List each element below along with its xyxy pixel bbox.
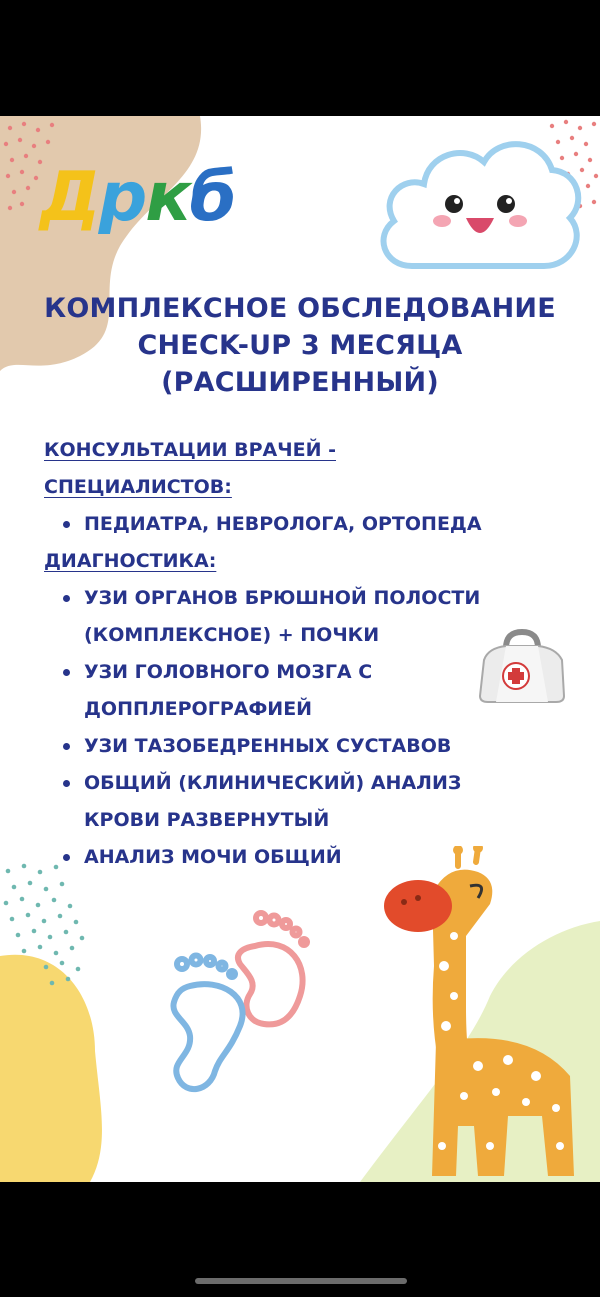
section-heading-diagnostics — [44, 543, 574, 580]
section-heading-consultations — [44, 432, 574, 506]
diagnostics-list — [44, 580, 574, 876]
list-item: ОБЩИЙ (КЛИНИЧЕСКИЙ) АНАЛИЗ КРОВИ РАЗВЕРНУТЫЙ — [84, 765, 574, 839]
list-item: УЗИ ГОЛОВНОГО МОЗГА С ДОППЛЕРОГРАФИЕЙ — [84, 654, 574, 728]
logo-letter-3: к — [145, 158, 190, 237]
heading-line: ДИАГНОСТИКА: — [44, 550, 217, 572]
home-indicator[interactable] — [195, 1278, 407, 1284]
consultations-list — [44, 506, 574, 543]
logo-letter-4: б — [189, 158, 235, 237]
footprints-icon — [160, 906, 320, 1106]
poster — [0, 116, 600, 1182]
list-item: ПЕДИАТРА, НЕВРОЛОГА, ОРТОПЕДА — [84, 506, 574, 543]
heading-line: СПЕЦИАЛИСТОВ: — [44, 476, 232, 498]
first-aid-kit-icon — [476, 626, 568, 706]
clinic-logo — [40, 158, 240, 238]
page-title — [30, 290, 570, 401]
list-item: УЗИ ОРГАНОВ БРЮШНОЙ ПОЛОСТИ (КОМПЛЕКСНОЕ) + ПОЧКИ — [84, 580, 574, 654]
title-line: КОМПЛЕКСНОЕ ОБСЛЕДОВАНИЕ — [44, 293, 556, 324]
logo-letter-2: р — [98, 158, 146, 237]
heading-line: КОНСУЛЬТАЦИИ ВРАЧЕЙ - — [44, 439, 336, 461]
cloud-icon — [372, 126, 590, 286]
title-line: CHECK-UP 3 МЕСЯЦА — [137, 330, 463, 361]
list-item: АНАЛИЗ МОЧИ ОБЩИЙ — [84, 839, 574, 876]
logo-letter-1: Д — [40, 158, 99, 237]
giraffe-icon — [378, 846, 600, 1182]
title-line: (РАСШИРЕННЫЙ) — [161, 367, 439, 398]
list-item: УЗИ ТАЗОБЕДРЕННЫХ СУСТАВОВ — [84, 728, 574, 765]
